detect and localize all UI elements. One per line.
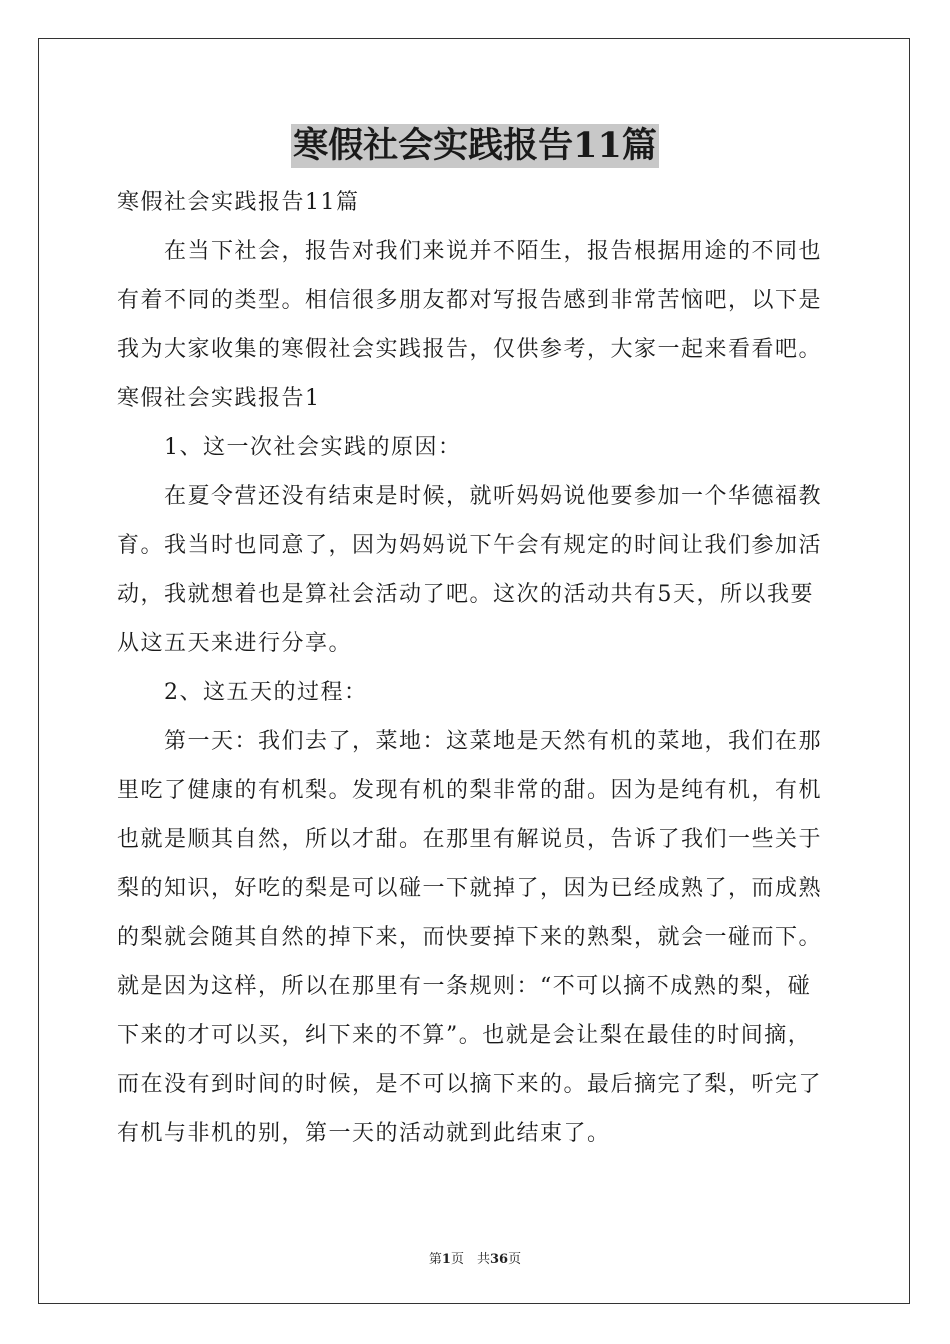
footer-prefix: 第 <box>428 1252 442 1267</box>
text-line: 育。我当时也同意了，因为妈妈说下午会有规定的时间让我们参加活 <box>117 533 823 558</box>
document-title: 寒假社会实践报告11篇 <box>293 125 657 166</box>
text-line: 动，我就想着也是算社会活动了吧。这次的活动共有5天，所以我要 <box>117 582 814 607</box>
footer-page-total: 36 <box>489 1252 509 1267</box>
text-line: 1、这一次社会实践的原因： <box>164 435 462 460</box>
footer-mid: 页 共 <box>450 1252 490 1267</box>
text-line: 里吃了健康的有机梨。发现有机的梨非常的甜。因为是纯有机，有机 <box>117 778 823 803</box>
footer-page-current: 1 <box>441 1252 451 1267</box>
text-line: 的梨就会随其自然的掉下来，而快要掉下来的熟梨，就会一碰而下。 <box>117 925 823 950</box>
text-line: 在当下社会，报告对我们来说并不陌生，报告根据用途的不同也 <box>164 239 823 264</box>
text-line: 就是因为这样，所以在那里有一条规则：“不可以摘不成熟的梨，碰 <box>117 974 812 999</box>
text-line: 第一天：我们去了，菜地：这菜地是天然有机的菜地，我们在那 <box>164 729 823 754</box>
document-body <box>117 178 833 1158</box>
text-line: 我为大家收集的寒假社会实践报告，仅供参考，大家一起来看看吧。 <box>117 337 823 362</box>
text-line: 也就是顺其自然，所以才甜。在那里有解说员，告诉了我们一些关于 <box>117 827 823 852</box>
text-line: 寒假社会实践报告1 <box>117 386 321 411</box>
footer-suffix: 页 <box>508 1252 522 1267</box>
text-line: 而在没有到时间的时候，是不可以摘下来的。最后摘完了梨，听完了 <box>117 1072 823 1097</box>
text-line: 寒假社会实践报告11篇 <box>117 190 360 215</box>
text-line: 下来的才可以买，纠下来的不算”。也就是会让梨在最佳的时间摘， <box>117 1023 812 1048</box>
text-line: 2、这五天的过程： <box>164 680 368 705</box>
text-line: 从这五天来进行分享。 <box>117 631 353 656</box>
page-footer <box>0 1248 950 1267</box>
text-line: 有着不同的类型。相信很多朋友都对写报告感到非常苦恼吧，以下是 <box>117 288 823 313</box>
text-line: 在夏令营还没有结束是时候，就听妈妈说他要参加一个华德福教 <box>164 484 823 509</box>
text-line: 梨的知识，好吃的梨是可以碰一下就掉了，因为已经成熟了，而成熟 <box>117 876 823 901</box>
title-wrap <box>0 124 950 168</box>
text-line: 有机与非机的别，第一天的活动就到此结束了。 <box>117 1121 611 1146</box>
